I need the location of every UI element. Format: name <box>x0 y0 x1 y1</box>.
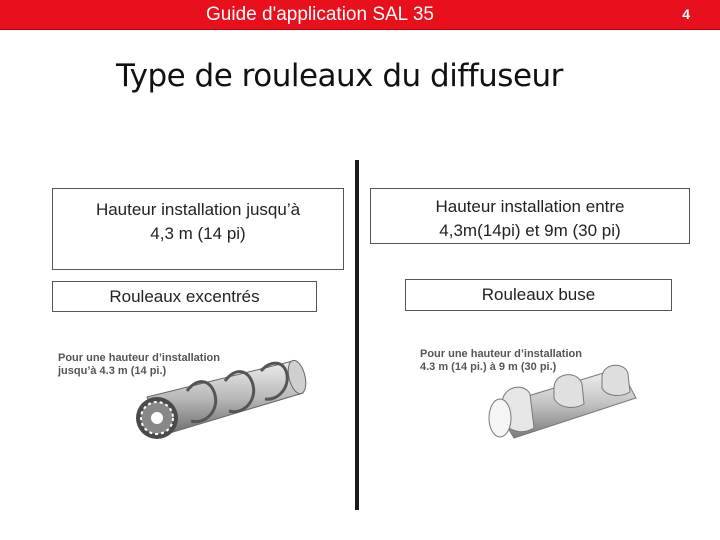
right-range-line1: Hauteur installation entre <box>435 197 625 216</box>
right-roller-type-box <box>405 279 672 311</box>
left-range-line1: Hauteur installation jusqu’à <box>95 200 301 219</box>
slide-title: Type de rouleaux du diffuseur <box>116 58 563 94</box>
nozzle-roller-illustration <box>480 358 645 448</box>
right-height-range-box <box>370 188 690 244</box>
left-roller-type-box <box>52 281 317 312</box>
right-caption-line2: 4.3 m (14 pi.) à 9 m (30 pi.) <box>420 361 557 373</box>
right-caption-line1: Pour une hauteur d’installation <box>420 348 582 360</box>
column-divider <box>355 160 359 510</box>
left-range-line2: 4,3 m (14 pi) <box>150 224 246 243</box>
left-roller-type-label: Rouleaux excentrés <box>109 287 260 306</box>
left-caption-line1: Pour une hauteur d’installation <box>58 352 220 364</box>
page-number: 4 <box>682 6 690 22</box>
left-caption-line2: jusqu’à 4.3 m (14 pi.) <box>58 365 167 377</box>
header-title: Guide d'application SAL 35 <box>206 4 434 25</box>
header-bar <box>0 0 720 30</box>
left-height-range-box <box>52 188 344 270</box>
right-range-line2: 4,3m(14pi) et 9m (30 pi) <box>439 221 621 240</box>
eccentric-roller-illustration <box>125 355 315 445</box>
right-roller-type-label: Rouleaux buse <box>481 285 596 304</box>
